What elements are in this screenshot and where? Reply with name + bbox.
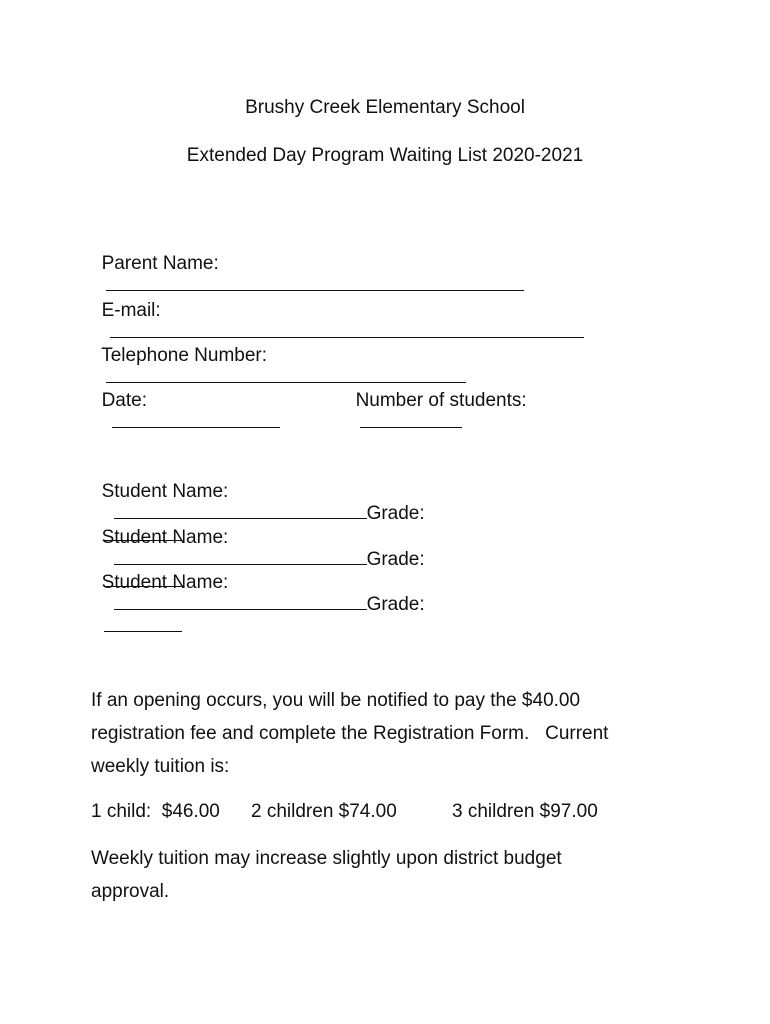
footer-note-line: approval. — [91, 881, 170, 902]
parent-name-label: Parent Name: — [101, 253, 219, 274]
notice-line: weekly tuition is: — [91, 756, 230, 777]
date-label: Date: — [101, 390, 147, 411]
grade-field[interactable] — [104, 614, 182, 632]
student-name-field[interactable] — [114, 592, 367, 610]
email-label: E-mail: — [101, 300, 161, 321]
student-name-label: Student Name: — [101, 572, 229, 593]
num-students-field[interactable] — [360, 410, 462, 428]
form-title: Extended Day Program Waiting List 2020-2021 — [186, 145, 584, 166]
grade-label: Grade: — [366, 549, 425, 570]
footer-note-line: Weekly tuition may increase slightly upon district budget — [91, 848, 562, 869]
notice-paragraph — [91, 684, 691, 783]
student-name-label: Student Name: — [101, 481, 229, 502]
tuition-two-children: 2 children $74.00 — [251, 801, 397, 822]
grade-label: Grade: — [366, 503, 425, 524]
student-row — [91, 554, 425, 636]
footer-note — [91, 842, 691, 908]
tuition-one-child: 1 child: $46.00 — [91, 801, 220, 822]
notice-line: registration fee and complete the Registration Form. Current — [91, 723, 609, 744]
telephone-label: Telephone Number: — [101, 345, 268, 366]
grade-label: Grade: — [366, 594, 425, 615]
student-name-label: Student Name: — [101, 527, 229, 548]
date-field[interactable] — [112, 410, 280, 428]
num-students-label: Number of students: — [355, 390, 527, 411]
tuition-three-children: 3 children $97.00 — [452, 801, 598, 822]
num-students-row — [345, 372, 527, 432]
school-name: Brushy Creek Elementary School — [245, 97, 525, 118]
notice-line: If an opening occurs, you will be notified to pay the $40.00 — [91, 690, 581, 711]
date-row — [91, 372, 280, 432]
